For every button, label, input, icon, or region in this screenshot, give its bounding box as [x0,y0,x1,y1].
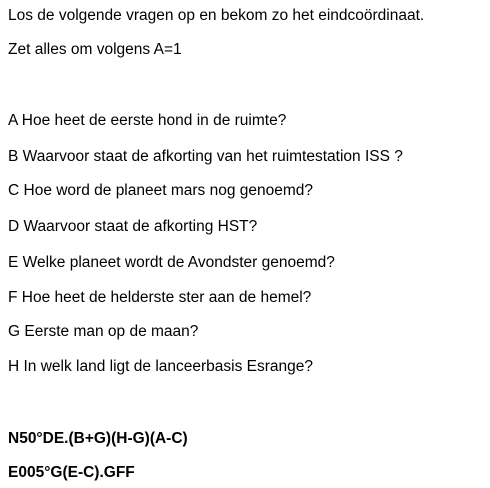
question-g: G Eerste man op de maan? [8,323,199,340]
question-b: B Waarvoor staat de afkorting van het ruimtestation ISS ? [8,148,403,165]
coordinate-east: E005°G(E-C).GFF [8,464,135,481]
question-e: E Welke planeet wordt de Avondster genoemd? [8,254,335,271]
question-d: D Waarvoor staat de afkorting HST? [8,218,258,235]
question-c: C Hoe word de planeet mars nog genoemd? [8,182,314,199]
intro-line-2: Zet alles om volgens A=1 [8,41,182,58]
intro-line-1: Los de volgende vragen op en bekom zo het eindcoördinaat. [8,7,425,24]
question-h: H In welk land ligt de lanceerbasis Esrange? [8,358,314,375]
coordinate-north: N50°DE.(B+G)(H-G)(A-C) [8,430,188,447]
question-f: F Hoe heet de helderste ster aan de hemel? [8,289,312,306]
question-a: A Hoe heet de eerste hond in de ruimte? [8,112,287,129]
